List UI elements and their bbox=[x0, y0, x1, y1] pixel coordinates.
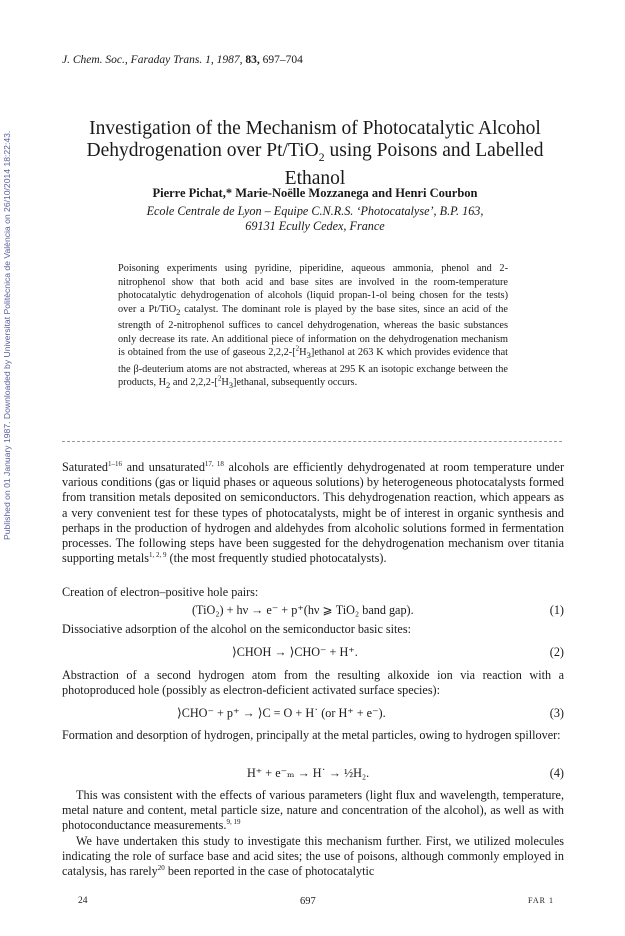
equation-1-number: (1) bbox=[549, 603, 564, 617]
title-line-3: Ethanol bbox=[284, 167, 346, 189]
equation-3-number: (3) bbox=[549, 706, 564, 720]
equation-2 bbox=[62, 645, 564, 661]
step-3-text: Abstraction of a second hydrogen atom from the resulting alkoxide ion via reaction with a photoproduced hole (possibly as electron-deficient activated surface species): bbox=[62, 668, 564, 698]
journal-header bbox=[62, 54, 303, 66]
equation-1 bbox=[62, 603, 564, 619]
equation-4 bbox=[62, 766, 564, 782]
paper-title bbox=[60, 118, 570, 190]
footer-sheet-number: 24 bbox=[78, 896, 88, 906]
equation-3-expr: ⟩CHO⁻ + p⁺ → ⟩C = O + H˙ (or H⁺ + e⁻). bbox=[177, 706, 386, 720]
equation-4-number: (4) bbox=[549, 766, 564, 780]
authors: Pierre Pichat,* Marie-Noëlle Mozzanega and Henri Courbon bbox=[152, 186, 478, 200]
equation-1-expr: (TiO₂) + hν → e⁻ + p⁺(hν ⩾ TiO₂ band gap). bbox=[192, 603, 414, 617]
journal-pages: 697–704 bbox=[262, 54, 303, 66]
affiliation-line-1: Ecole Centrale de Lyon – Equipe C.N.R.S. ‘Photocatalyse’, B.P. 163, bbox=[146, 204, 484, 218]
step-1-text: Creation of electron–positive hole pairs: bbox=[62, 585, 259, 599]
download-note: Published on 01 January 1987. Downloaded by Universitat Politècnica de València on 26/10/2014 18:22:43. bbox=[2, 130, 12, 540]
journal-name: J. Chem. Soc., Faraday Trans. 1, bbox=[62, 54, 214, 66]
step-2-text: Dissociative adsorption of the alcohol on the semiconductor basic sites: bbox=[62, 622, 411, 636]
step-4-text: Formation and desorption of hydrogen, principally at the metal particles, owing to hydrogen spillover: bbox=[62, 728, 561, 742]
title-line-1: Investigation of the Mechanism of Photocatalytic Alcohol bbox=[89, 118, 541, 139]
affiliation bbox=[60, 204, 570, 234]
paragraph-3: We have undertaken this study to investigate this mechanism further. First, we utilized molecules indicating the role of surface base and acid sites; the use of poisons, although commonly employed in catalysis, has rarely$^{20}$ been reported in the case of photocatalytic bbox=[62, 834, 564, 879]
page-number: 697 bbox=[300, 896, 316, 907]
affiliation-line-2: 69131 Ecully Cedex, France bbox=[245, 219, 385, 233]
equation-2-number: (2) bbox=[549, 645, 564, 659]
paragraph-2: This was consistent with the effects of various parameters (light flux and wavelength, temperature, metal nature and content, metal particle size, nature and concentration of the alcohol), as well as with photoconductance measurements.$^{9, 19}$ bbox=[62, 788, 564, 833]
journal-year: 1987, bbox=[216, 54, 243, 66]
intro-paragraph: Saturated$^{1-16}$ and unsaturated$^{17, 18}$ alcohols are efficiently dehydrogenated at room temperature under various conditions (gas or liquid phases or aqueous solutions) by heterogeneous photocatalysts formed from transition metals deposited on semiconductors. This dehydrogenation reaction, which appears as a very convenient test for these types of photocatalysts, might be of interest in organic synthesis and perhaps in the production of hydrogen and aldehydes from alcoholic solutions formed in fermentation processes. The following steps have been suggested for the dehydrogenation mechanism over titania supporting metals$^{1, 2, 9}$ (the most frequently studied photocatalysts). bbox=[62, 459, 565, 566]
footer-signature: FAR 1 bbox=[528, 896, 554, 905]
journal-volume: 83, bbox=[245, 54, 260, 66]
abstract-divider bbox=[62, 441, 562, 442]
equation-2-expr: ⟩CHOH → ⟩CHO⁻ + H⁺. bbox=[232, 645, 358, 659]
equation-3 bbox=[62, 706, 564, 722]
title-line-2: Dehydrogenation over Pt/TiO$_2$ using Poisons and Labelled bbox=[86, 140, 544, 164]
equation-4-expr: H⁺ + e⁻ₘ → H˙ → ½H₂. bbox=[247, 766, 370, 780]
abstract: Poisoning experiments using pyridine, piperidine, aqueous ammonia, phenol and 2-nitrophenol show that both acid and base sites are involved in the room-temperature photocatalytic dehydrogenation of alcohols (liquid propan-1-ol being chosen for the tests) over a Pt/TiO$_2$ catalyst. The dominant role is played by the base sites, since an acid of the strength of 2-nitrophenol suffices to cancel dehydrogenation, whereas the basic substances only decrease its rate. An additional piece of information on the dehydrogenation mechanism is obtained from the use of gaseous $2,2,2-[^2H_3]ethanol$ at 263 K which provides evidence that the β-deuterium atoms are not abstracted, whereas at 295 K an isotopic exchange between the products, $H_2$ and $2,2,2-[^2H_3]ethanal$, subsequently occurs. bbox=[118, 263, 508, 391]
